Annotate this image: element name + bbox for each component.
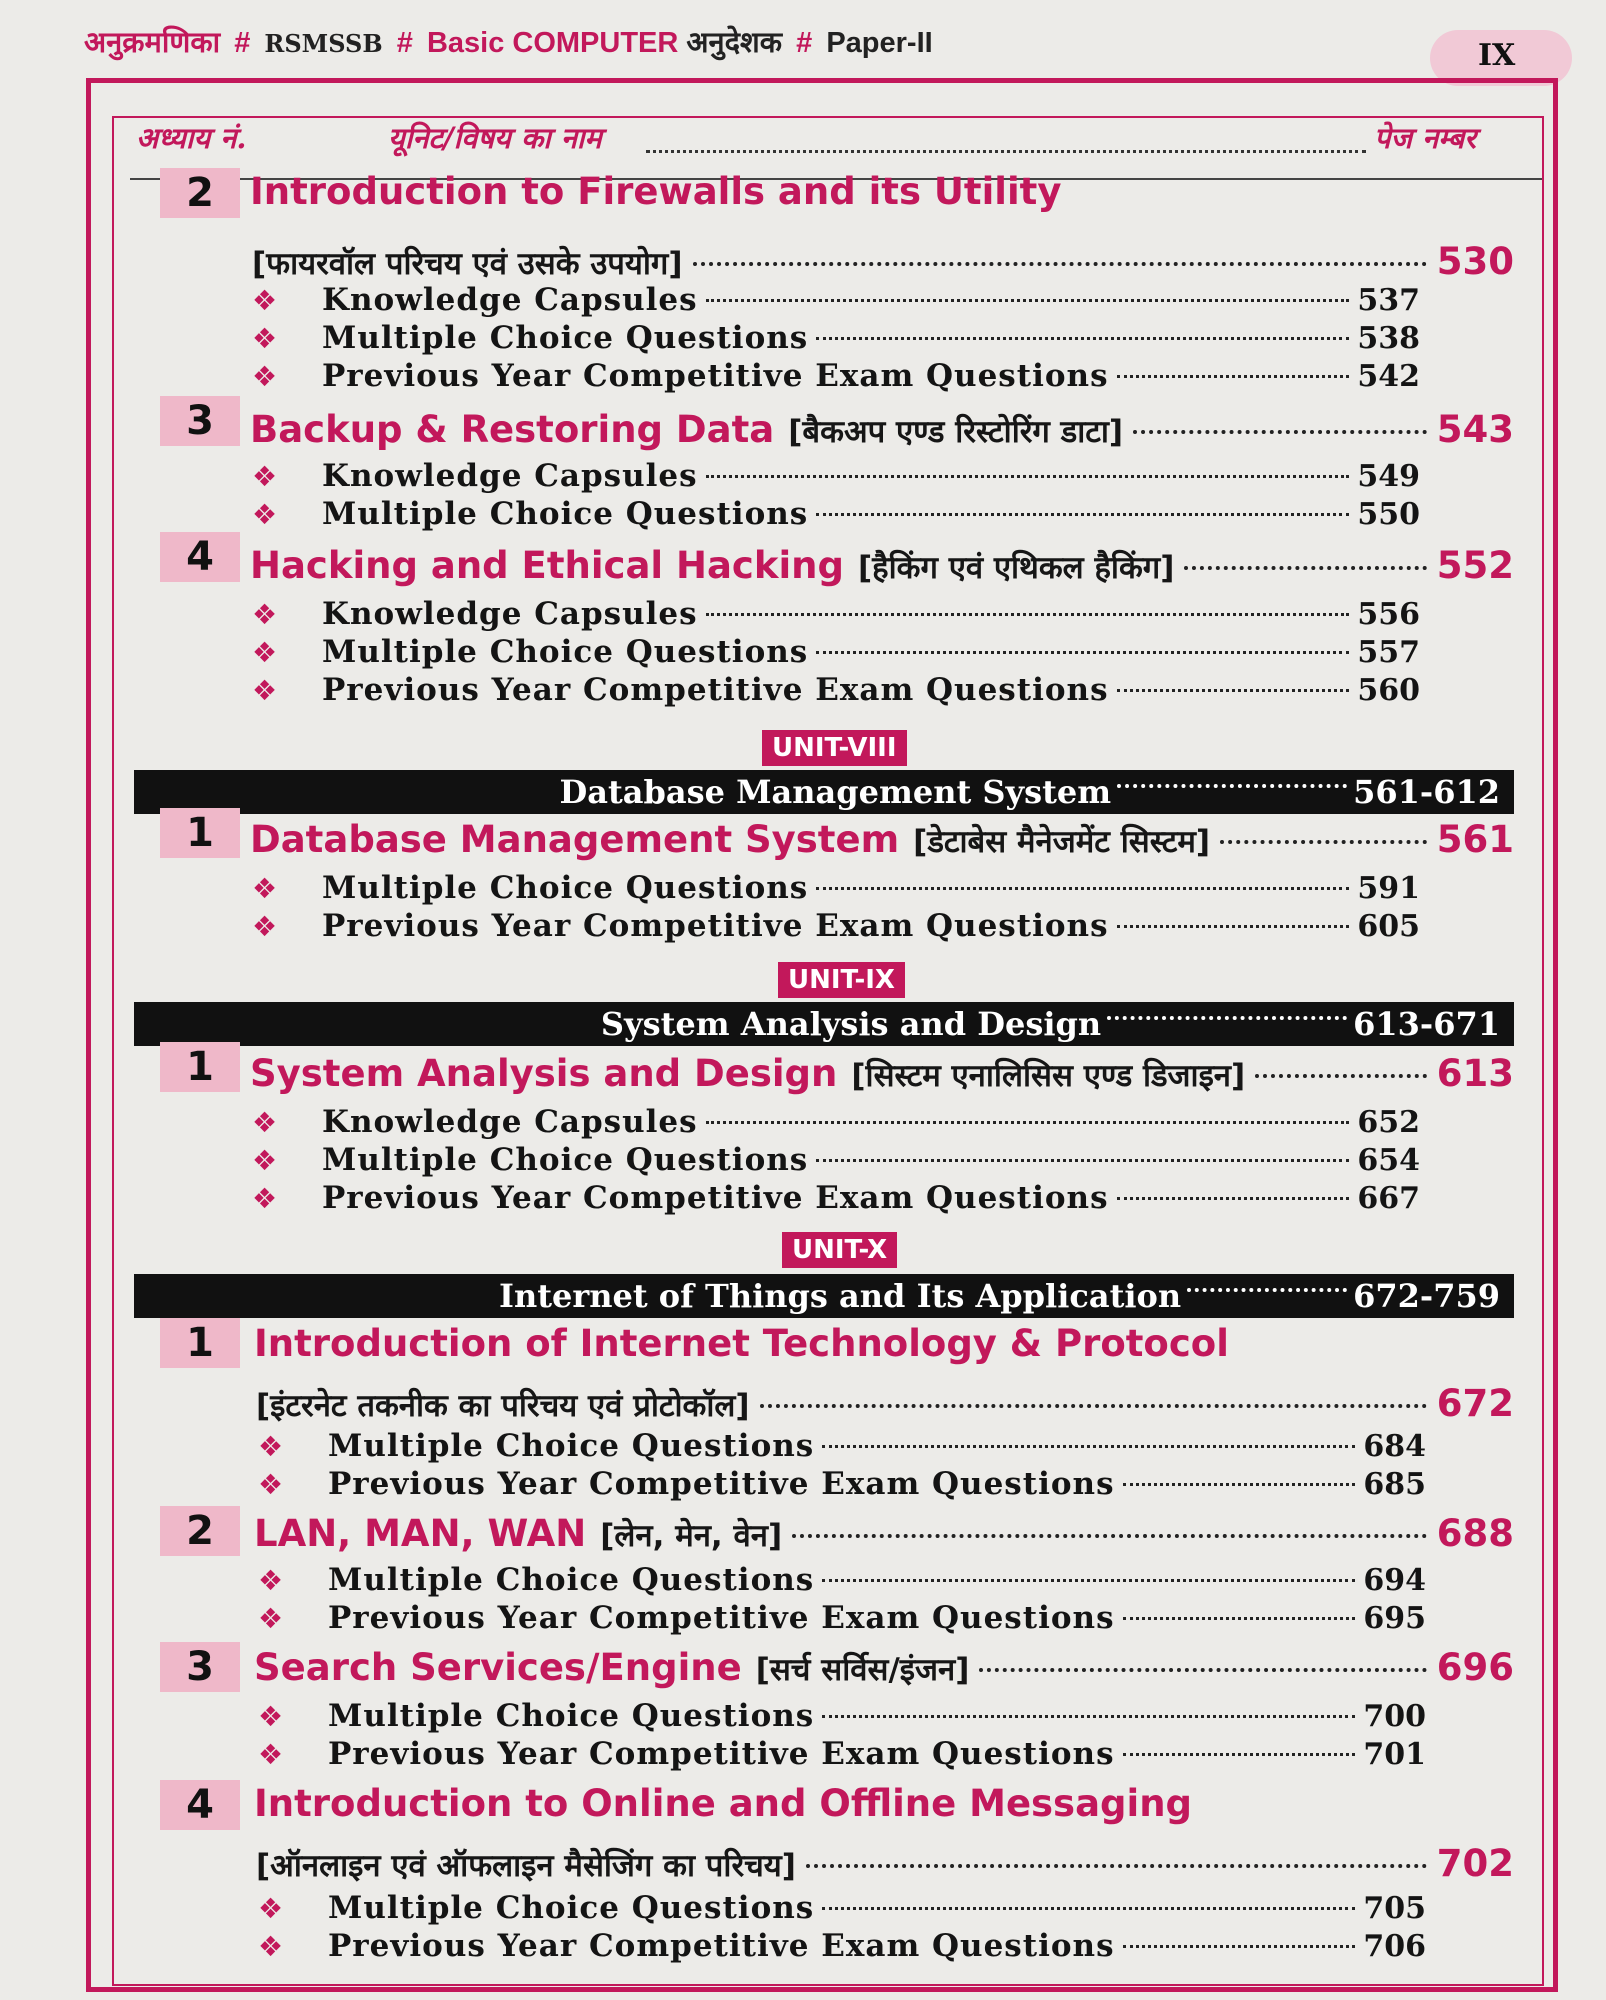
item-page: 684 — [1363, 1429, 1426, 1464]
chapter-title: LAN, MAN, WAN — [254, 1512, 587, 1555]
unit-title: Internet of Things and Its Application — [498, 1277, 1182, 1315]
item-label: Knowledge Capsules — [322, 596, 698, 632]
diamond-bullet-icon: ❖ — [252, 460, 278, 493]
list-item[interactable] — [258, 1928, 1426, 1964]
chapter-hindi-title: [हैकिंग एवं एथिकल हैकिंग] — [857, 550, 1175, 586]
column-leader-dots — [646, 150, 1366, 153]
list-item[interactable] — [252, 1104, 1420, 1140]
chapter-hindi-title: [बैकअप एण्ड रिस्टोरिंग डाटा] — [788, 414, 1124, 450]
leader-dots — [1184, 566, 1426, 570]
unit-page-range: 613-671 — [1353, 1005, 1500, 1043]
list-item[interactable] — [252, 496, 1420, 532]
unit-bar[interactable] — [134, 1274, 1514, 1318]
item-page: 701 — [1363, 1737, 1426, 1772]
diamond-bullet-icon: ❖ — [252, 910, 278, 943]
diamond-bullet-icon: ❖ — [252, 1144, 278, 1177]
list-item[interactable] — [252, 1142, 1420, 1178]
header-subject: Basic COMPUTER — [426, 27, 679, 59]
leader-dots — [706, 475, 1350, 478]
chapter-title: Search Services/Engine — [254, 1646, 742, 1689]
diamond-bullet-icon: ❖ — [252, 284, 278, 317]
list-item[interactable] — [252, 458, 1420, 494]
chapter-number: 2 — [160, 1506, 240, 1556]
item-page: 591 — [1357, 871, 1420, 906]
header-paper: Paper-II — [826, 27, 933, 59]
leader-dots — [1123, 1617, 1356, 1620]
diamond-bullet-icon: ❖ — [258, 1930, 284, 1963]
list-item[interactable] — [258, 1428, 1426, 1464]
item-label: Previous Year Competitive Exam Questions — [328, 1736, 1115, 1772]
chapter-page: 702 — [1436, 1842, 1514, 1885]
leader-dots — [1133, 430, 1427, 434]
diamond-bullet-icon: ❖ — [258, 1700, 284, 1733]
chapter-title[interactable]: Introduction to Online and Offline Messaging — [254, 1782, 1193, 1825]
list-item[interactable] — [258, 1890, 1426, 1926]
unit-title: System Analysis and Design — [600, 1005, 1102, 1043]
item-page: 605 — [1357, 909, 1420, 944]
item-page: 706 — [1363, 1929, 1426, 1964]
chapter-line[interactable] — [250, 818, 1514, 862]
diamond-bullet-icon: ❖ — [252, 636, 278, 669]
list-item[interactable] — [252, 908, 1420, 944]
chapter-hindi-title: [इंटरनेट तकनीक का परिचय एवं प्रोटोकॉल] — [256, 1388, 750, 1424]
item-label: Multiple Choice Questions — [322, 1142, 809, 1178]
leader-dots — [816, 337, 1349, 340]
item-label: Multiple Choice Questions — [328, 1890, 815, 1926]
diamond-bullet-icon: ❖ — [258, 1430, 284, 1463]
leader-dots — [816, 651, 1349, 654]
chapter-number: 4 — [160, 532, 240, 582]
item-label: Multiple Choice Questions — [322, 870, 809, 906]
diamond-bullet-icon: ❖ — [252, 674, 278, 707]
column-chapter-no: अध्याय नं. — [136, 121, 247, 155]
unit-bar[interactable] — [134, 770, 1514, 814]
diamond-bullet-icon: ❖ — [252, 498, 278, 531]
diamond-bullet-icon: ❖ — [252, 872, 278, 905]
leader-dots — [693, 262, 1427, 266]
header-index-label: अनुक्रमणिका — [84, 27, 221, 59]
chapter-title[interactable]: Introduction to Firewalls and its Utility — [250, 170, 1062, 213]
page-number: IX — [1478, 38, 1516, 73]
chapter-line[interactable] — [254, 1512, 1514, 1556]
chapter-number: 1 — [160, 808, 240, 858]
chapter-page: 613 — [1436, 1052, 1514, 1095]
chapter-hindi-title: [सर्च सर्विस/इंजन] — [755, 1652, 970, 1688]
list-item[interactable] — [252, 870, 1420, 906]
unit-page-range: 672-759 — [1353, 1277, 1500, 1315]
diamond-bullet-icon: ❖ — [252, 1182, 278, 1215]
item-label: Multiple Choice Questions — [322, 634, 809, 670]
leader-dots — [1255, 1074, 1427, 1078]
diamond-bullet-icon: ❖ — [258, 1602, 284, 1635]
diamond-bullet-icon: ❖ — [258, 1468, 284, 1501]
chapter-hindi-title: [फायरवॉल परिचय एवं उसके उपयोग] — [252, 246, 683, 282]
chapter-page: 543 — [1436, 408, 1514, 451]
chapter-page: 696 — [1436, 1646, 1514, 1689]
item-page: 538 — [1357, 321, 1420, 356]
chapter-number: 2 — [160, 168, 240, 218]
unit-page-range: 561-612 — [1353, 773, 1500, 811]
chapter-line[interactable] — [250, 408, 1514, 452]
unit-title: Database Management System — [559, 773, 1112, 811]
item-page: 695 — [1363, 1601, 1426, 1636]
leader-dots — [822, 1907, 1355, 1910]
unit-badge: UNIT-X — [782, 1232, 897, 1268]
unit-badge: UNIT-VIII — [762, 730, 907, 766]
chapter-number: 1 — [160, 1042, 240, 1092]
chapter-page: 672 — [1436, 1382, 1514, 1425]
chapter-title: System Analysis and Design — [250, 1052, 838, 1095]
item-label: Previous Year Competitive Exam Questions — [328, 1600, 1115, 1636]
column-page-number: पेज नम्बर — [1374, 121, 1477, 155]
diamond-bullet-icon: ❖ — [258, 1738, 284, 1771]
column-unit-subject: यूनिट/विषय का नाम — [388, 121, 602, 155]
item-label: Multiple Choice Questions — [328, 1562, 815, 1598]
leader-dots — [792, 1534, 1427, 1538]
chapter-number: 3 — [160, 1642, 240, 1692]
leader-dots — [822, 1445, 1355, 1448]
list-item[interactable] — [252, 358, 1420, 394]
item-page: 700 — [1363, 1699, 1426, 1734]
chapter-number: 3 — [160, 396, 240, 446]
leader-dots — [816, 1159, 1349, 1162]
item-label: Knowledge Capsules — [322, 282, 698, 318]
item-page: 549 — [1357, 459, 1420, 494]
hash-separator: # — [796, 27, 813, 59]
chapter-line[interactable] — [252, 240, 1514, 284]
chapter-number: 4 — [160, 1780, 240, 1830]
item-label: Multiple Choice Questions — [328, 1698, 815, 1734]
item-label: Knowledge Capsules — [322, 1104, 698, 1140]
leader-dots — [822, 1715, 1355, 1718]
diamond-bullet-icon: ❖ — [252, 598, 278, 631]
diamond-bullet-icon: ❖ — [252, 360, 278, 393]
diamond-bullet-icon: ❖ — [252, 322, 278, 355]
diamond-bullet-icon: ❖ — [258, 1564, 284, 1597]
chapter-line[interactable] — [250, 1052, 1514, 1096]
leader-dots — [979, 1668, 1426, 1672]
leader-dots — [1123, 1483, 1356, 1486]
chapter-line[interactable] — [254, 1646, 1514, 1690]
item-label: Previous Year Competitive Exam Questions — [328, 1466, 1115, 1502]
leader-dots — [1123, 1945, 1356, 1948]
item-label: Knowledge Capsules — [322, 458, 698, 494]
chapter-title: Backup & Restoring Data — [250, 408, 775, 451]
list-item[interactable] — [258, 1736, 1426, 1772]
chapter-page: 688 — [1436, 1512, 1514, 1555]
item-page: 705 — [1363, 1891, 1426, 1926]
item-page: 557 — [1357, 635, 1420, 670]
list-item[interactable] — [258, 1698, 1426, 1734]
list-item[interactable] — [258, 1600, 1426, 1636]
leader-dots — [1187, 1288, 1347, 1292]
chapter-line[interactable] — [250, 544, 1514, 588]
leader-dots — [706, 1121, 1350, 1124]
chapter-line[interactable] — [256, 1382, 1514, 1426]
item-label: Multiple Choice Questions — [322, 320, 809, 356]
leader-dots — [760, 1404, 1427, 1408]
item-page: 560 — [1357, 673, 1420, 708]
leader-dots — [1117, 375, 1350, 378]
item-label: Previous Year Competitive Exam Questions — [322, 908, 1109, 944]
item-page: 652 — [1357, 1105, 1420, 1140]
item-label: Previous Year Competitive Exam Questions — [322, 672, 1109, 708]
header-breadcrumb — [84, 22, 933, 61]
leader-dots — [1117, 1197, 1350, 1200]
list-item[interactable] — [252, 596, 1420, 632]
list-item[interactable] — [252, 1180, 1420, 1216]
leader-dots — [706, 299, 1350, 302]
chapter-page: 552 — [1436, 544, 1514, 587]
leader-dots — [1117, 784, 1347, 788]
item-label: Multiple Choice Questions — [328, 1428, 815, 1464]
chapter-line[interactable] — [256, 1842, 1514, 1886]
diamond-bullet-icon: ❖ — [258, 1892, 284, 1925]
chapter-title[interactable]: Introduction of Internet Technology & Protocol — [254, 1322, 1229, 1365]
leader-dots — [806, 1864, 1427, 1868]
leader-dots — [816, 513, 1349, 516]
list-item[interactable] — [258, 1562, 1426, 1598]
header-board: RSMSSB — [264, 29, 383, 58]
chapter-title: Database Management System — [250, 818, 900, 861]
leader-dots — [706, 613, 1350, 616]
unit-bar[interactable] — [134, 1002, 1514, 1046]
page-header — [0, 0, 1606, 78]
item-page: 556 — [1357, 597, 1420, 632]
item-label: Previous Year Competitive Exam Questions — [322, 358, 1109, 394]
leader-dots — [1117, 689, 1350, 692]
chapter-title: Hacking and Ethical Hacking — [250, 544, 844, 587]
leader-dots — [1123, 1753, 1356, 1756]
item-page: 550 — [1357, 497, 1420, 532]
unit-badge: UNIT-IX — [778, 962, 905, 998]
item-page: 667 — [1357, 1181, 1420, 1216]
chapter-hindi-title: [सिस्टम एनालिसिस एण्ड डिजाइन] — [851, 1058, 1246, 1094]
item-label: Multiple Choice Questions — [322, 496, 809, 532]
list-item[interactable] — [252, 672, 1420, 708]
item-label: Previous Year Competitive Exam Questions — [322, 1180, 1109, 1216]
list-item[interactable] — [252, 282, 1420, 318]
item-page: 654 — [1357, 1143, 1420, 1178]
leader-dots — [1107, 1016, 1347, 1020]
chapter-hindi-title: [लेन, मेन, वेन] — [600, 1518, 783, 1554]
hash-separator: # — [234, 27, 251, 59]
header-post: अनुदेशक — [686, 27, 783, 59]
leader-dots — [1117, 925, 1350, 928]
leader-dots — [1220, 840, 1427, 844]
diamond-bullet-icon: ❖ — [252, 1106, 278, 1139]
leader-dots — [816, 887, 1349, 890]
chapter-number: 1 — [160, 1318, 240, 1368]
item-page: 685 — [1363, 1467, 1426, 1502]
chapter-hindi-title: [डेटाबेस मैनेजमेंट सिस्टम] — [913, 824, 1211, 860]
hash-separator: # — [396, 27, 413, 59]
item-page: 542 — [1357, 359, 1420, 394]
item-label: Previous Year Competitive Exam Questions — [328, 1928, 1115, 1964]
list-item[interactable] — [258, 1466, 1426, 1502]
item-page: 694 — [1363, 1563, 1426, 1598]
chapter-hindi-title: [ऑनलाइन एवं ऑफलाइन मैसेजिंग का परिचय] — [256, 1848, 796, 1884]
list-item[interactable] — [252, 634, 1420, 670]
chapter-page: 561 — [1436, 818, 1514, 861]
item-page: 537 — [1357, 283, 1420, 318]
chapter-page: 530 — [1436, 240, 1514, 283]
list-item[interactable] — [252, 320, 1420, 356]
leader-dots — [822, 1579, 1355, 1582]
